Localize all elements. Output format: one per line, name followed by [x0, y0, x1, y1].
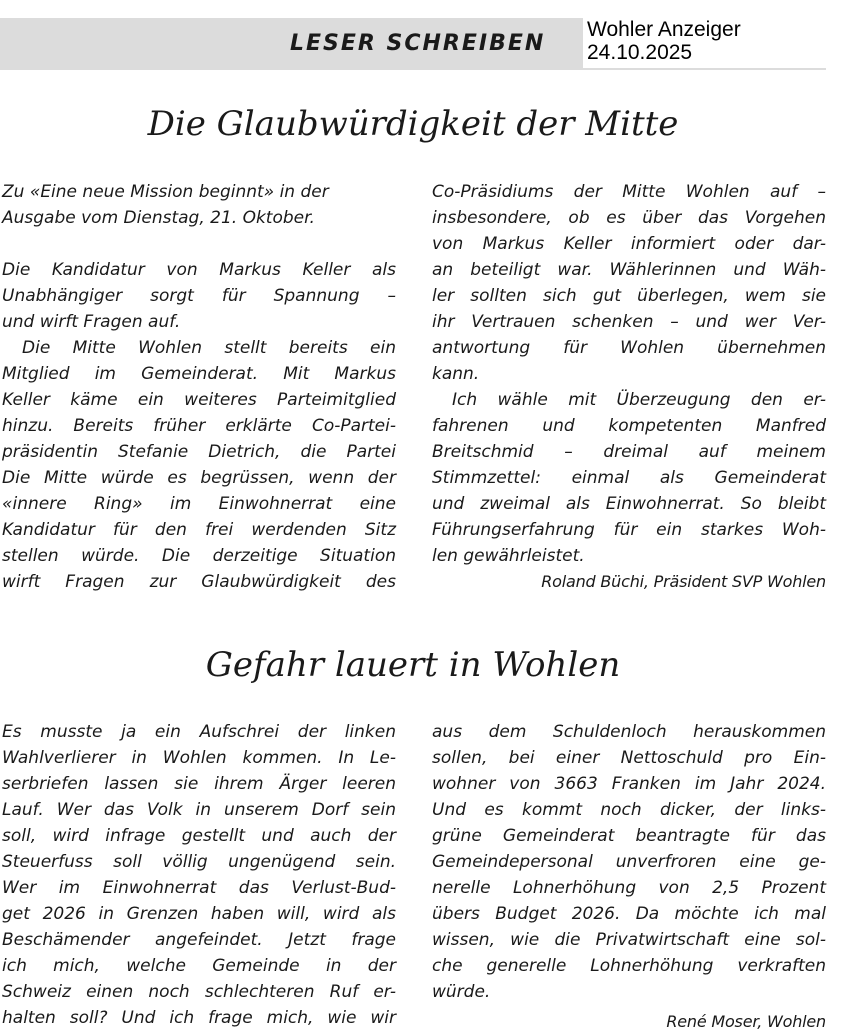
body-line: Schweiz einen noch schlechteren Ruf er-	[2, 982, 396, 1002]
body-line: Die Mitte Wohlen stellt bereits ein	[22, 338, 396, 358]
body-line: Kandidatur für den frei werdenden Sitz	[2, 520, 396, 540]
body-line: Unabhängiger sorgt für Spannung –	[2, 286, 396, 306]
body-line: nerelle Lohnerhöhung von 2,5 Prozent	[432, 878, 826, 898]
body-line: stellen würde. Die derzeitige Situation	[2, 546, 396, 566]
body-line: halten soll? Und ich frage mich, wie wir	[2, 1008, 396, 1028]
body-line: Ich wähle mit Überzeugung den er-	[452, 390, 826, 410]
body-line: ihr Vertrauen schenken – und wer Ver-	[432, 312, 826, 332]
body-line: sollen, bei einer Nettoschuld pro Ein-	[432, 748, 826, 768]
letter1-column-left	[2, 179, 396, 595]
letter1-title: Die Glaubwürdigkeit der Mitte	[147, 104, 679, 144]
letter2-title: Gefahr lauert in Wohlen	[205, 645, 621, 685]
body-line: Die Kandidatur von Markus Keller als	[2, 260, 396, 280]
source-publication: Wohler Anzeiger	[587, 18, 741, 41]
body-line: Beschämender angefeindet. Jetzt frage	[2, 930, 396, 950]
body-line: wohner von 3663 Franken im Jahr 2024.	[432, 774, 826, 794]
reference-line: Ausgabe vom Dienstag, 21. Oktober.	[2, 208, 315, 228]
body-line: Gemeindepersonal unverfroren eine ge-	[432, 852, 826, 872]
body-line: übers Budget 2026. Da möchte ich mal	[432, 904, 826, 924]
body-line: len gewährleistet.	[432, 546, 585, 566]
body-line: Co-Präsidiums der Mitte Wohlen auf –	[432, 182, 826, 202]
body-line: wirft Fragen zur Glaubwürdigkeit des	[2, 572, 396, 592]
letter1-column-right	[432, 179, 826, 595]
section-rubric: LESER SCHREIBEN	[290, 31, 546, 56]
body-line: grüne Gemeinderat beantragte für das	[432, 826, 826, 846]
body-line: insbesondere, ob es über das Vorgehen	[432, 208, 826, 228]
body-line: ich mich, welche Gemeinde in der	[2, 956, 396, 976]
reference-line: Zu «Eine neue Mission beginnt» in der	[2, 182, 329, 202]
body-line: Die Mitte würde es begrüssen, wenn der	[2, 468, 396, 488]
letter2-signature: René Moser, Wohlen	[666, 1012, 826, 1031]
body-line: fahrenen und kompetenten Manfred	[432, 416, 826, 436]
body-line: hinzu. Bereits früher erklärte Co-Partei-	[2, 416, 396, 436]
body-line: Lauf. Wer das Volk in unserem Dorf sein	[2, 800, 396, 820]
body-line: Und es kommt noch dicker, der links-	[432, 800, 826, 820]
body-line: aus dem Schuldenloch herauskommen	[432, 722, 826, 742]
source-date: 24.10.2025	[587, 41, 693, 64]
body-line: antwortung für Wohlen übernehmen	[432, 338, 826, 358]
source-stamp	[583, 18, 826, 68]
body-line: und wirft Fragen auf.	[2, 312, 181, 332]
body-line: soll, wird infrage gestellt und auch der	[2, 826, 396, 846]
body-line: Keller käme ein weiteres Parteimitglied	[2, 390, 396, 410]
body-line: präsidentin Stefanie Dietrich, die Partei	[2, 442, 396, 462]
body-line: Stimmzettel: einmal als Gemeinderat	[432, 468, 826, 488]
body-line: che generelle Lohnerhöhung verkraften	[432, 956, 826, 976]
letter2-column-right	[432, 719, 826, 1035]
body-line: Steuerfuss soll völlig ungenügend sein.	[2, 852, 396, 872]
body-line: von Markus Keller informiert oder dar-	[432, 234, 826, 254]
body-line: würde.	[432, 982, 491, 1002]
letter2-column-left	[2, 719, 396, 1031]
body-line: und zweimal als Einwohnerrat. So bleibt	[432, 494, 826, 514]
body-line: Wer im Einwohnerrat das Verlust-Bud-	[2, 878, 396, 898]
body-line: Mitglied im Gemeinderat. Mit Markus	[2, 364, 396, 384]
body-line: kann.	[432, 364, 480, 384]
body-line: Führungserfahrung für ein starkes Woh-	[432, 520, 826, 540]
body-line: «innere Ring» im Einwohnerrat eine	[2, 494, 396, 514]
body-line: an beteiligt war. Wählerinnen und Wäh-	[432, 260, 826, 280]
body-line: wissen, wie die Privatwirtschaft eine sol-	[432, 930, 826, 950]
body-line: serbriefen lassen sie ihrem Ärger leeren	[2, 774, 396, 794]
body-line: Es musste ja ein Aufschrei der linken	[2, 722, 396, 742]
body-line: get 2026 in Grenzen haben will, wird als	[2, 904, 396, 924]
body-line: Wahlverlierer in Wohlen kommen. In Le-	[2, 748, 396, 768]
body-line: ler sollten sich gut überlegen, wem sie	[432, 286, 826, 306]
body-line: Breitschmid – dreimal auf meinem	[432, 442, 826, 462]
letter1-signature: Roland Büchi, Präsident SVP Wohlen	[541, 572, 826, 591]
